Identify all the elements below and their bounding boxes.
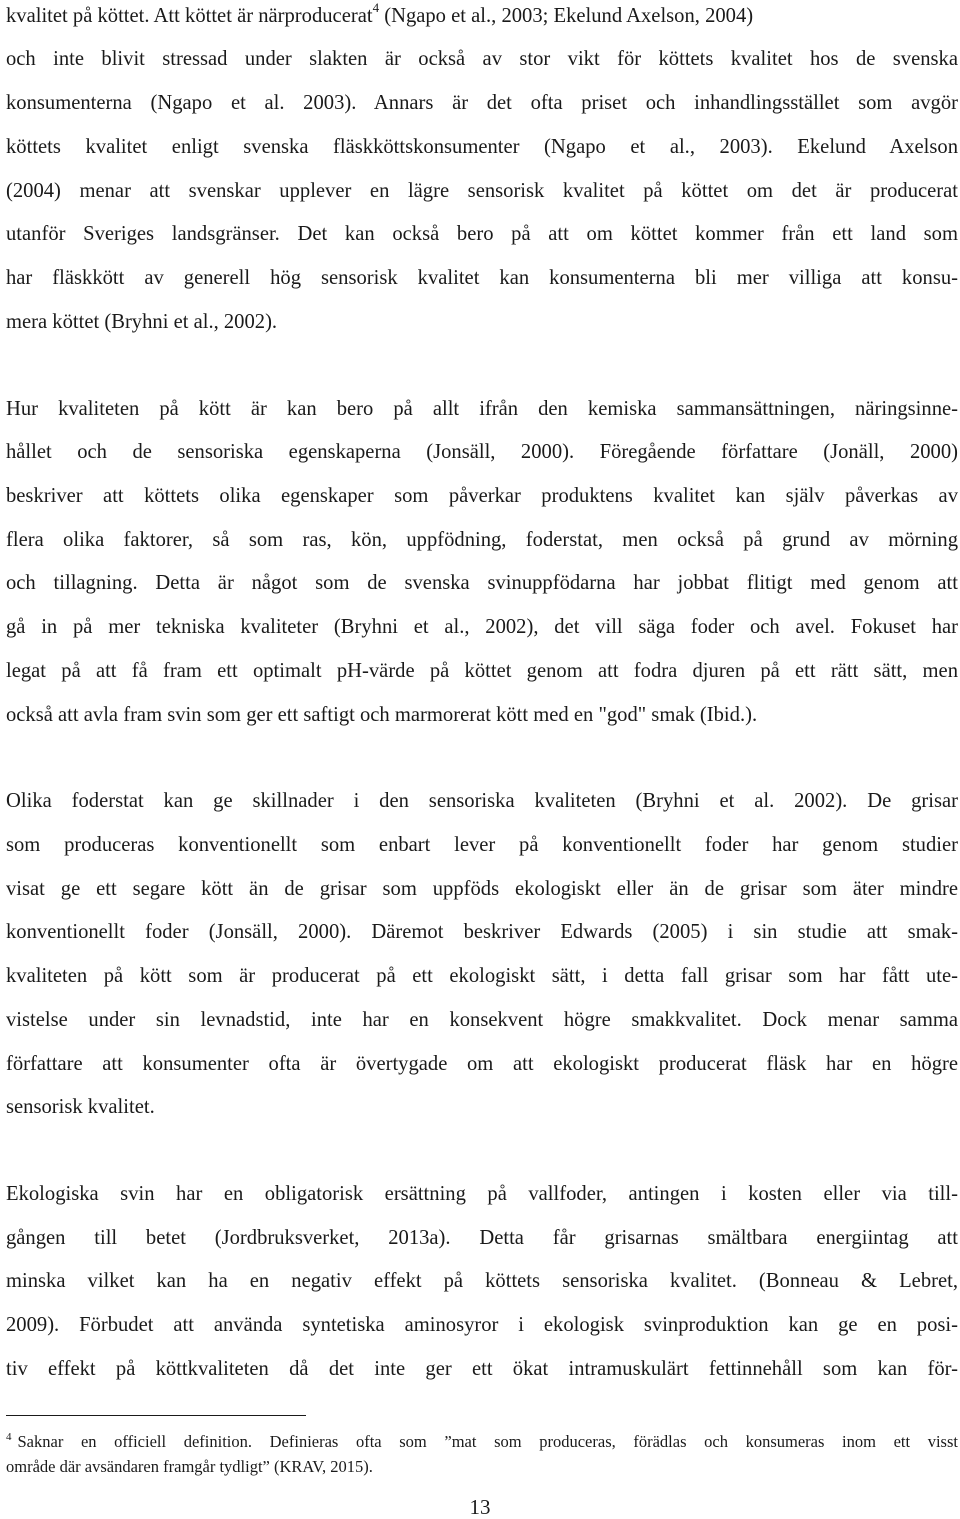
footnote-marker: 4 [6, 1431, 12, 1443]
paragraph-line: Ekologiska svin har en obligatorisk ersättning på vallfoder, antingen i kosten eller via till- [6, 1183, 958, 1205]
footnote-line: område där avsändaren framgår tydligt” (KRAV, 2015). [6, 1457, 373, 1476]
paragraph-line: har fläskkött av generell hög sensorisk kvalitet kan konsumenterna bli mer villiga att konsu- [6, 267, 958, 289]
paragraph-line: mera köttet (Bryhni et al., 2002). [6, 311, 278, 333]
paragraph-line: Olika foderstat kan ge skillnader i den sensoriska kvaliteten (Bryhni et al. 2002). De grisar [6, 790, 958, 812]
paragraph-line: Hur kvaliteten på kött är kan bero på allt ifrån den kemiska sammansättningen, näringsinne- [6, 398, 958, 420]
paragraph-line: 2009). Förbudet att använda syntetiska aminosyror i ekologisk svinproduktion kan ge en posi- [6, 1314, 958, 1336]
footnote-line: $^4$ Saknar en officiell definition. Definieras ofta som ”mat som produceras, förädlas och konsumeras inom ett visst [6, 1431, 958, 1451]
paragraph-line: konventionellt foder (Jonsäll, 2000). Däremot beskriver Edwards (2005) i sin studie att smak- [6, 921, 958, 943]
paragraph-line: tiv effekt på köttkvaliteten då det inte ger ett ökat intramuskulärt fettinnehåll som kan för- [6, 1358, 958, 1380]
paragraph-line: gången till betet (Jordbruksverket, 2013a). Detta får grisarnas smältbara energiintag att [6, 1227, 958, 1249]
footnote-reference[interactable]: 4 [372, 0, 380, 15]
paragraph-line: och inte blivit stressad under slakten är också av stor vikt för köttets kvalitet hos de svenska [6, 48, 958, 70]
paragraph-line: köttets kvalitet enligt svenska fläskköttskonsumenter (Ngapo et al., 2003). Ekelund Axelson [6, 136, 958, 158]
paragraph-line: också att avla fram svin som ger ett saftigt och marmorerat kött med en "god" smak (Ibid.). [6, 704, 758, 726]
paragraph-line: utanför Sveriges landsgränser. Det kan också bero på att om köttet kommer från ett land som [6, 223, 958, 245]
paragraph-line: författare att konsumenter ofta är övertygade om att ekologiskt producerat fläsk har en högre [6, 1053, 958, 1075]
paragraph-line: som produceras konventionellt som enbart lever på konventionellt foder har genom studier [6, 834, 958, 856]
page-number: 13 [469, 1495, 491, 1519]
paragraph-line: vistelse under sin levnadstid, inte har en konsekvent högre smakkvalitet. Dock menar samma [6, 1009, 958, 1031]
paragraph-line: konsumenterna (Ngapo et al. 2003). Annars är det ofta priset och inhandlingsstället som avgör [6, 92, 958, 114]
paragraph-line: beskriver att köttets olika egenskaper som påverkar produktens kvalitet kan själv påverkas av [6, 485, 958, 507]
footnote-divider [6, 1415, 306, 1416]
paragraph-line: (2004) menar att svenskar upplever en lägre sensorisk kvalitet på köttet om det är producerat [6, 180, 958, 202]
paragraph-line: flera olika faktorer, så som ras, kön, uppfödning, foderstat, men också på grund av mörning [6, 529, 958, 551]
paragraph-line: sensorisk kvalitet. [6, 1096, 155, 1118]
paragraph-line: visat ge ett segare kött än de grisar som uppföds ekologiskt eller än de grisar som äter mindre [6, 878, 958, 900]
paragraph-line: hållet och de sensoriska egenskaperna (Jonsäll, 2000). Föregående författare (Jonäll, 2000) [6, 441, 958, 463]
paragraph-line: gå in på mer tekniska kvaliteter (Bryhni et al., 2002), det vill säga foder och avel. Fokuset har [6, 616, 958, 638]
paragraph-line: kvalitet på köttet. Att köttet är närproducerat$^4$ (Ngapo et al., 2003; Ekelund Axelson, 2004) [6, 0, 754, 27]
paragraph-line: minska vilket kan ha en negativ effekt på köttets sensoriska kvalitet. (Bonneau & Lebret, [6, 1270, 958, 1292]
paragraph-line: och tillagning. Detta är något som de svenska svinuppfödarna har jobbat flitigt med genom att [6, 572, 958, 594]
paragraph-line: legat på att få fram ett optimalt pH-värde på köttet genom att fodra djuren på ett rätt sätt, men [6, 660, 958, 682]
paragraph-line: kvaliteten på kött som är producerat på ett ekologiskt sätt, i detta fall grisar som har fått ute- [6, 965, 958, 987]
